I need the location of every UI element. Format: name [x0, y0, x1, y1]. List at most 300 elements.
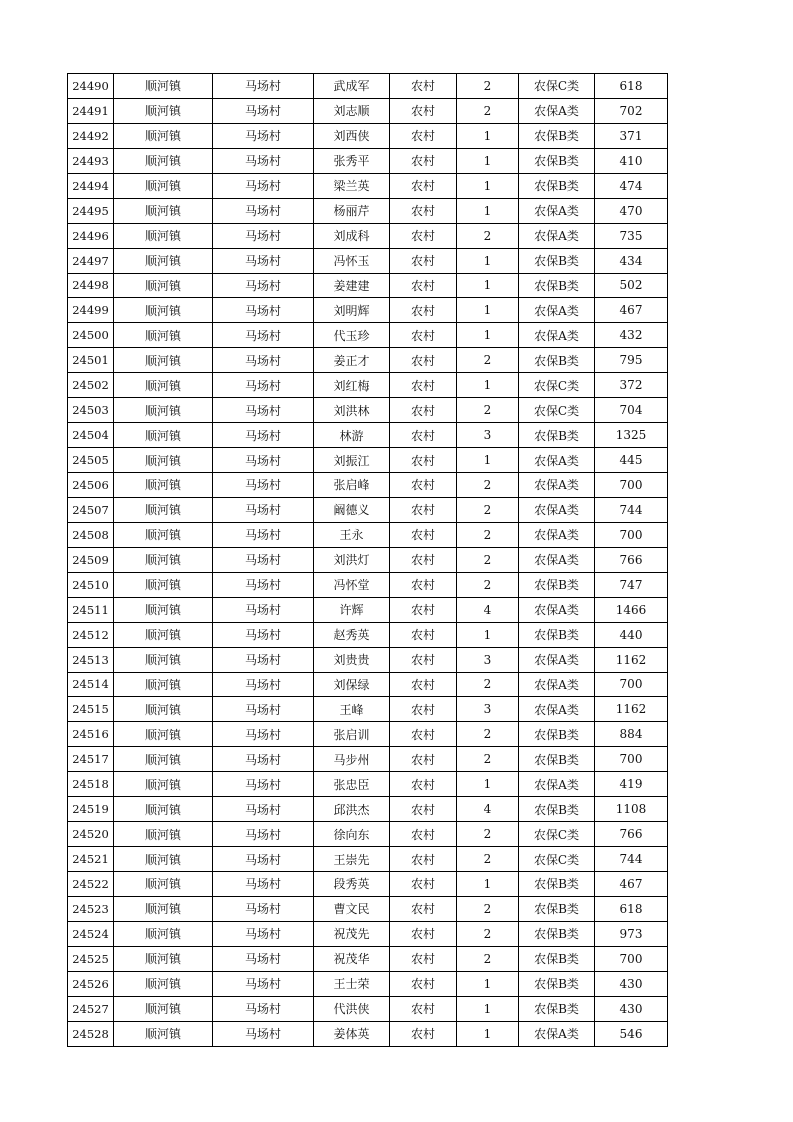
household-type-cell: 农村 — [390, 173, 457, 198]
name-cell: 代洪侠 — [314, 996, 390, 1021]
family-size-cell: 2 — [457, 896, 519, 921]
village-cell: 马场村 — [213, 173, 314, 198]
table-row — [68, 896, 668, 921]
table-row — [68, 298, 668, 323]
table-row — [68, 996, 668, 1021]
insurance-category-cell: 农保B类 — [519, 971, 595, 996]
record-id-cell: 24514 — [68, 672, 114, 697]
village-cell: 马场村 — [213, 298, 314, 323]
amount-cell: 467 — [595, 298, 668, 323]
record-id-cell: 24510 — [68, 572, 114, 597]
household-type-cell: 农村 — [390, 622, 457, 647]
family-size-cell: 1 — [457, 622, 519, 647]
village-cell: 马场村 — [213, 847, 314, 872]
town-cell: 顺河镇 — [114, 98, 213, 123]
town-cell: 顺河镇 — [114, 448, 213, 473]
family-size-cell: 1 — [457, 772, 519, 797]
family-size-cell: 2 — [457, 98, 519, 123]
family-size-cell: 1 — [457, 173, 519, 198]
household-type-cell: 农村 — [390, 522, 457, 547]
table-row — [68, 772, 668, 797]
household-type-cell: 农村 — [390, 996, 457, 1021]
name-cell: 冯怀堂 — [314, 572, 390, 597]
amount-cell: 419 — [595, 772, 668, 797]
name-cell: 王峰 — [314, 697, 390, 722]
record-id-cell: 24496 — [68, 223, 114, 248]
family-size-cell: 2 — [457, 847, 519, 872]
amount-cell: 1466 — [595, 597, 668, 622]
family-size-cell: 1 — [457, 448, 519, 473]
family-size-cell: 1 — [457, 148, 519, 173]
insurance-category-cell: 农保A类 — [519, 98, 595, 123]
name-cell: 张启峰 — [314, 473, 390, 498]
village-cell: 马场村 — [213, 98, 314, 123]
name-cell: 刘洪林 — [314, 398, 390, 423]
insurance-category-cell: 农保B类 — [519, 996, 595, 1021]
family-size-cell: 2 — [457, 672, 519, 697]
name-cell: 姜正才 — [314, 348, 390, 373]
household-type-cell: 农村 — [390, 298, 457, 323]
name-cell: 刘西侠 — [314, 123, 390, 148]
town-cell: 顺河镇 — [114, 148, 213, 173]
amount-cell: 744 — [595, 847, 668, 872]
town-cell: 顺河镇 — [114, 273, 213, 298]
village-cell: 马场村 — [213, 373, 314, 398]
table-row — [68, 522, 668, 547]
village-cell: 马场村 — [213, 772, 314, 797]
amount-cell: 432 — [595, 323, 668, 348]
table-row — [68, 572, 668, 597]
amount-cell: 973 — [595, 921, 668, 946]
insurance-category-cell: 农保B类 — [519, 747, 595, 772]
amount-cell: 766 — [595, 822, 668, 847]
name-cell: 王永 — [314, 522, 390, 547]
insurance-category-cell: 农保B类 — [519, 273, 595, 298]
household-type-cell: 农村 — [390, 946, 457, 971]
amount-cell: 434 — [595, 248, 668, 273]
village-cell: 马场村 — [213, 822, 314, 847]
insurance-category-cell: 农保B类 — [519, 348, 595, 373]
name-cell: 邱洪杰 — [314, 797, 390, 822]
village-cell: 马场村 — [213, 971, 314, 996]
insurance-category-cell: 农保B类 — [519, 173, 595, 198]
name-cell: 马步州 — [314, 747, 390, 772]
amount-cell: 747 — [595, 572, 668, 597]
family-size-cell: 4 — [457, 797, 519, 822]
village-cell: 马场村 — [213, 996, 314, 1021]
town-cell: 顺河镇 — [114, 522, 213, 547]
record-id-cell: 24495 — [68, 198, 114, 223]
amount-cell: 1108 — [595, 797, 668, 822]
table-row — [68, 971, 668, 996]
village-cell: 马场村 — [213, 198, 314, 223]
amount-cell: 430 — [595, 971, 668, 996]
amount-cell: 1325 — [595, 423, 668, 448]
village-cell: 马场村 — [213, 572, 314, 597]
record-id-cell: 24501 — [68, 348, 114, 373]
insurance-category-cell: 农保A类 — [519, 597, 595, 622]
town-cell: 顺河镇 — [114, 373, 213, 398]
household-type-cell: 农村 — [390, 1021, 457, 1046]
village-cell: 马场村 — [213, 647, 314, 672]
amount-cell: 795 — [595, 348, 668, 373]
family-size-cell: 1 — [457, 373, 519, 398]
town-cell: 顺河镇 — [114, 971, 213, 996]
record-id-cell: 24511 — [68, 597, 114, 622]
name-cell: 张秀平 — [314, 148, 390, 173]
insurance-category-cell: 农保A类 — [519, 448, 595, 473]
table-row — [68, 398, 668, 423]
insurance-category-cell: 农保B类 — [519, 622, 595, 647]
town-cell: 顺河镇 — [114, 622, 213, 647]
family-size-cell: 1 — [457, 273, 519, 298]
name-cell: 梁兰英 — [314, 173, 390, 198]
amount-cell: 410 — [595, 148, 668, 173]
insurance-category-cell: 农保B类 — [519, 921, 595, 946]
insurance-category-cell: 农保C类 — [519, 847, 595, 872]
table-row — [68, 198, 668, 223]
household-type-cell: 农村 — [390, 872, 457, 897]
town-cell: 顺河镇 — [114, 996, 213, 1021]
table-row — [68, 448, 668, 473]
town-cell: 顺河镇 — [114, 248, 213, 273]
table-row — [68, 273, 668, 298]
insurance-category-cell: 农保B类 — [519, 946, 595, 971]
household-type-cell: 农村 — [390, 198, 457, 223]
amount-cell: 700 — [595, 672, 668, 697]
village-cell: 马场村 — [213, 223, 314, 248]
village-cell: 马场村 — [213, 473, 314, 498]
amount-cell: 618 — [595, 896, 668, 921]
household-type-cell: 农村 — [390, 921, 457, 946]
household-type-cell: 农村 — [390, 797, 457, 822]
record-id-cell: 24526 — [68, 971, 114, 996]
name-cell: 刘洪灯 — [314, 547, 390, 572]
amount-cell: 702 — [595, 98, 668, 123]
village-cell: 马场村 — [213, 722, 314, 747]
amount-cell: 440 — [595, 622, 668, 647]
insurance-category-cell: 农保C类 — [519, 74, 595, 99]
table-row — [68, 173, 668, 198]
name-cell: 林游 — [314, 423, 390, 448]
amount-cell: 467 — [595, 872, 668, 897]
table-body — [68, 74, 668, 1047]
village-cell: 马场村 — [213, 448, 314, 473]
table-row — [68, 946, 668, 971]
table-row — [68, 597, 668, 622]
household-type-cell: 农村 — [390, 148, 457, 173]
insurance-category-cell: 农保A类 — [519, 198, 595, 223]
amount-cell: 704 — [595, 398, 668, 423]
record-id-cell: 24499 — [68, 298, 114, 323]
town-cell: 顺河镇 — [114, 123, 213, 148]
record-id-cell: 24513 — [68, 647, 114, 672]
record-id-cell: 24518 — [68, 772, 114, 797]
record-id-cell: 24493 — [68, 148, 114, 173]
table-row — [68, 872, 668, 897]
household-type-cell: 农村 — [390, 896, 457, 921]
town-cell: 顺河镇 — [114, 323, 213, 348]
town-cell: 顺河镇 — [114, 74, 213, 99]
town-cell: 顺河镇 — [114, 173, 213, 198]
town-cell: 顺河镇 — [114, 921, 213, 946]
table-row — [68, 348, 668, 373]
table-row — [68, 1021, 668, 1046]
household-type-cell: 农村 — [390, 248, 457, 273]
record-id-cell: 24528 — [68, 1021, 114, 1046]
table-row — [68, 323, 668, 348]
family-size-cell: 2 — [457, 74, 519, 99]
village-cell: 马场村 — [213, 672, 314, 697]
name-cell: 刘贵贵 — [314, 647, 390, 672]
village-cell: 马场村 — [213, 248, 314, 273]
family-size-cell: 2 — [457, 473, 519, 498]
record-id-cell: 24507 — [68, 497, 114, 522]
record-id-cell: 24516 — [68, 722, 114, 747]
name-cell: 刘红梅 — [314, 373, 390, 398]
family-size-cell: 2 — [457, 822, 519, 847]
record-id-cell: 24512 — [68, 622, 114, 647]
village-cell: 马场村 — [213, 423, 314, 448]
amount-cell: 700 — [595, 473, 668, 498]
amount-cell: 700 — [595, 946, 668, 971]
insurance-category-cell: 农保B类 — [519, 896, 595, 921]
table-row — [68, 98, 668, 123]
table-row — [68, 473, 668, 498]
amount-cell: 445 — [595, 448, 668, 473]
household-type-cell: 农村 — [390, 697, 457, 722]
village-cell: 马场村 — [213, 622, 314, 647]
name-cell: 段秀英 — [314, 872, 390, 897]
family-size-cell: 1 — [457, 298, 519, 323]
family-size-cell: 2 — [457, 522, 519, 547]
family-size-cell: 1 — [457, 248, 519, 273]
table-row — [68, 622, 668, 647]
insurance-category-cell: 农保C类 — [519, 398, 595, 423]
insurance-category-cell: 农保C类 — [519, 822, 595, 847]
table-row — [68, 797, 668, 822]
insurance-category-cell: 农保B类 — [519, 123, 595, 148]
household-type-cell: 农村 — [390, 273, 457, 298]
name-cell: 杨丽芹 — [314, 198, 390, 223]
household-type-cell: 农村 — [390, 597, 457, 622]
town-cell: 顺河镇 — [114, 946, 213, 971]
town-cell: 顺河镇 — [114, 198, 213, 223]
record-id-cell: 24504 — [68, 423, 114, 448]
family-size-cell: 1 — [457, 872, 519, 897]
town-cell: 顺河镇 — [114, 847, 213, 872]
table-row — [68, 747, 668, 772]
table-row — [68, 148, 668, 173]
insurance-category-cell: 农保B类 — [519, 872, 595, 897]
insurance-category-cell: 农保B类 — [519, 572, 595, 597]
name-cell: 姜体英 — [314, 1021, 390, 1046]
family-size-cell: 1 — [457, 971, 519, 996]
village-cell: 马场村 — [213, 547, 314, 572]
name-cell: 姜建建 — [314, 273, 390, 298]
family-size-cell: 1 — [457, 323, 519, 348]
record-id-cell: 24520 — [68, 822, 114, 847]
household-type-cell: 农村 — [390, 647, 457, 672]
household-type-cell: 农村 — [390, 971, 457, 996]
household-type-cell: 农村 — [390, 323, 457, 348]
family-size-cell: 2 — [457, 722, 519, 747]
town-cell: 顺河镇 — [114, 547, 213, 572]
household-type-cell: 农村 — [390, 223, 457, 248]
family-size-cell: 4 — [457, 597, 519, 622]
amount-cell: 1162 — [595, 647, 668, 672]
table-row — [68, 74, 668, 99]
table-row — [68, 822, 668, 847]
town-cell: 顺河镇 — [114, 647, 213, 672]
village-cell: 马场村 — [213, 522, 314, 547]
village-cell: 马场村 — [213, 747, 314, 772]
amount-cell: 766 — [595, 547, 668, 572]
town-cell: 顺河镇 — [114, 597, 213, 622]
town-cell: 顺河镇 — [114, 223, 213, 248]
table-row — [68, 647, 668, 672]
household-type-cell: 农村 — [390, 847, 457, 872]
name-cell: 祝茂华 — [314, 946, 390, 971]
town-cell: 顺河镇 — [114, 872, 213, 897]
table-row — [68, 497, 668, 522]
amount-cell: 470 — [595, 198, 668, 223]
family-size-cell: 2 — [457, 747, 519, 772]
village-cell: 马场村 — [213, 123, 314, 148]
record-id-cell: 24490 — [68, 74, 114, 99]
insurance-category-cell: 农保B类 — [519, 248, 595, 273]
family-size-cell: 1 — [457, 1021, 519, 1046]
village-cell: 马场村 — [213, 797, 314, 822]
table-row — [68, 547, 668, 572]
family-size-cell: 1 — [457, 198, 519, 223]
record-id-cell: 24502 — [68, 373, 114, 398]
insurance-category-cell: 农保A类 — [519, 772, 595, 797]
name-cell: 刘志顺 — [314, 98, 390, 123]
table-row — [68, 672, 668, 697]
family-size-cell: 1 — [457, 996, 519, 1021]
family-size-cell: 2 — [457, 223, 519, 248]
name-cell: 刘明辉 — [314, 298, 390, 323]
town-cell: 顺河镇 — [114, 1021, 213, 1046]
amount-cell: 474 — [595, 173, 668, 198]
insurance-category-cell: 农保A类 — [519, 697, 595, 722]
town-cell: 顺河镇 — [114, 896, 213, 921]
family-size-cell: 3 — [457, 423, 519, 448]
insurance-category-cell: 农保A类 — [519, 497, 595, 522]
insurance-category-cell: 农保B类 — [519, 797, 595, 822]
amount-cell: 884 — [595, 722, 668, 747]
insurance-category-cell: 农保B类 — [519, 722, 595, 747]
table-row — [68, 697, 668, 722]
record-id-cell: 24522 — [68, 872, 114, 897]
village-cell: 马场村 — [213, 597, 314, 622]
insurance-category-cell: 农保A类 — [519, 647, 595, 672]
table-row — [68, 847, 668, 872]
household-type-cell: 农村 — [390, 722, 457, 747]
amount-cell: 700 — [595, 522, 668, 547]
record-id-cell: 24500 — [68, 323, 114, 348]
name-cell: 张忠臣 — [314, 772, 390, 797]
town-cell: 顺河镇 — [114, 822, 213, 847]
village-cell: 马场村 — [213, 697, 314, 722]
table-row — [68, 722, 668, 747]
town-cell: 顺河镇 — [114, 772, 213, 797]
amount-cell: 700 — [595, 747, 668, 772]
village-cell: 马场村 — [213, 148, 314, 173]
town-cell: 顺河镇 — [114, 572, 213, 597]
records-table — [67, 73, 668, 1047]
amount-cell: 502 — [595, 273, 668, 298]
name-cell: 冯怀玉 — [314, 248, 390, 273]
name-cell: 张启训 — [314, 722, 390, 747]
village-cell: 马场村 — [213, 398, 314, 423]
town-cell: 顺河镇 — [114, 473, 213, 498]
amount-cell: 546 — [595, 1021, 668, 1046]
insurance-category-cell: 农保B类 — [519, 148, 595, 173]
town-cell: 顺河镇 — [114, 747, 213, 772]
name-cell: 祝茂先 — [314, 921, 390, 946]
insurance-category-cell: 农保A类 — [519, 547, 595, 572]
household-type-cell: 农村 — [390, 348, 457, 373]
household-type-cell: 农村 — [390, 123, 457, 148]
record-id-cell: 24521 — [68, 847, 114, 872]
record-id-cell: 24508 — [68, 522, 114, 547]
household-type-cell: 农村 — [390, 98, 457, 123]
record-id-cell: 24515 — [68, 697, 114, 722]
record-id-cell: 24519 — [68, 797, 114, 822]
name-cell: 刘保绿 — [314, 672, 390, 697]
family-size-cell: 2 — [457, 572, 519, 597]
amount-cell: 430 — [595, 996, 668, 1021]
family-size-cell: 2 — [457, 921, 519, 946]
household-type-cell: 农村 — [390, 672, 457, 697]
family-size-cell: 2 — [457, 348, 519, 373]
name-cell: 王士荣 — [314, 971, 390, 996]
household-type-cell: 农村 — [390, 74, 457, 99]
household-type-cell: 农村 — [390, 747, 457, 772]
name-cell: 武成军 — [314, 74, 390, 99]
amount-cell: 618 — [595, 74, 668, 99]
town-cell: 顺河镇 — [114, 398, 213, 423]
village-cell: 马场村 — [213, 323, 314, 348]
insurance-category-cell: 农保A类 — [519, 298, 595, 323]
record-id-cell: 24524 — [68, 921, 114, 946]
table-row — [68, 123, 668, 148]
town-cell: 顺河镇 — [114, 722, 213, 747]
town-cell: 顺河镇 — [114, 697, 213, 722]
village-cell: 马场村 — [213, 872, 314, 897]
household-type-cell: 农村 — [390, 497, 457, 522]
household-type-cell: 农村 — [390, 572, 457, 597]
village-cell: 马场村 — [213, 921, 314, 946]
table-row — [68, 921, 668, 946]
record-id-cell: 24506 — [68, 473, 114, 498]
amount-cell: 372 — [595, 373, 668, 398]
name-cell: 刘振江 — [314, 448, 390, 473]
table-row — [68, 423, 668, 448]
amount-cell: 744 — [595, 497, 668, 522]
table-row — [68, 373, 668, 398]
record-id-cell: 24491 — [68, 98, 114, 123]
insurance-category-cell: 农保A类 — [519, 223, 595, 248]
family-size-cell: 2 — [457, 497, 519, 522]
household-type-cell: 农村 — [390, 547, 457, 572]
name-cell: 王崇先 — [314, 847, 390, 872]
town-cell: 顺河镇 — [114, 348, 213, 373]
name-cell: 曹文民 — [314, 896, 390, 921]
table-row — [68, 248, 668, 273]
